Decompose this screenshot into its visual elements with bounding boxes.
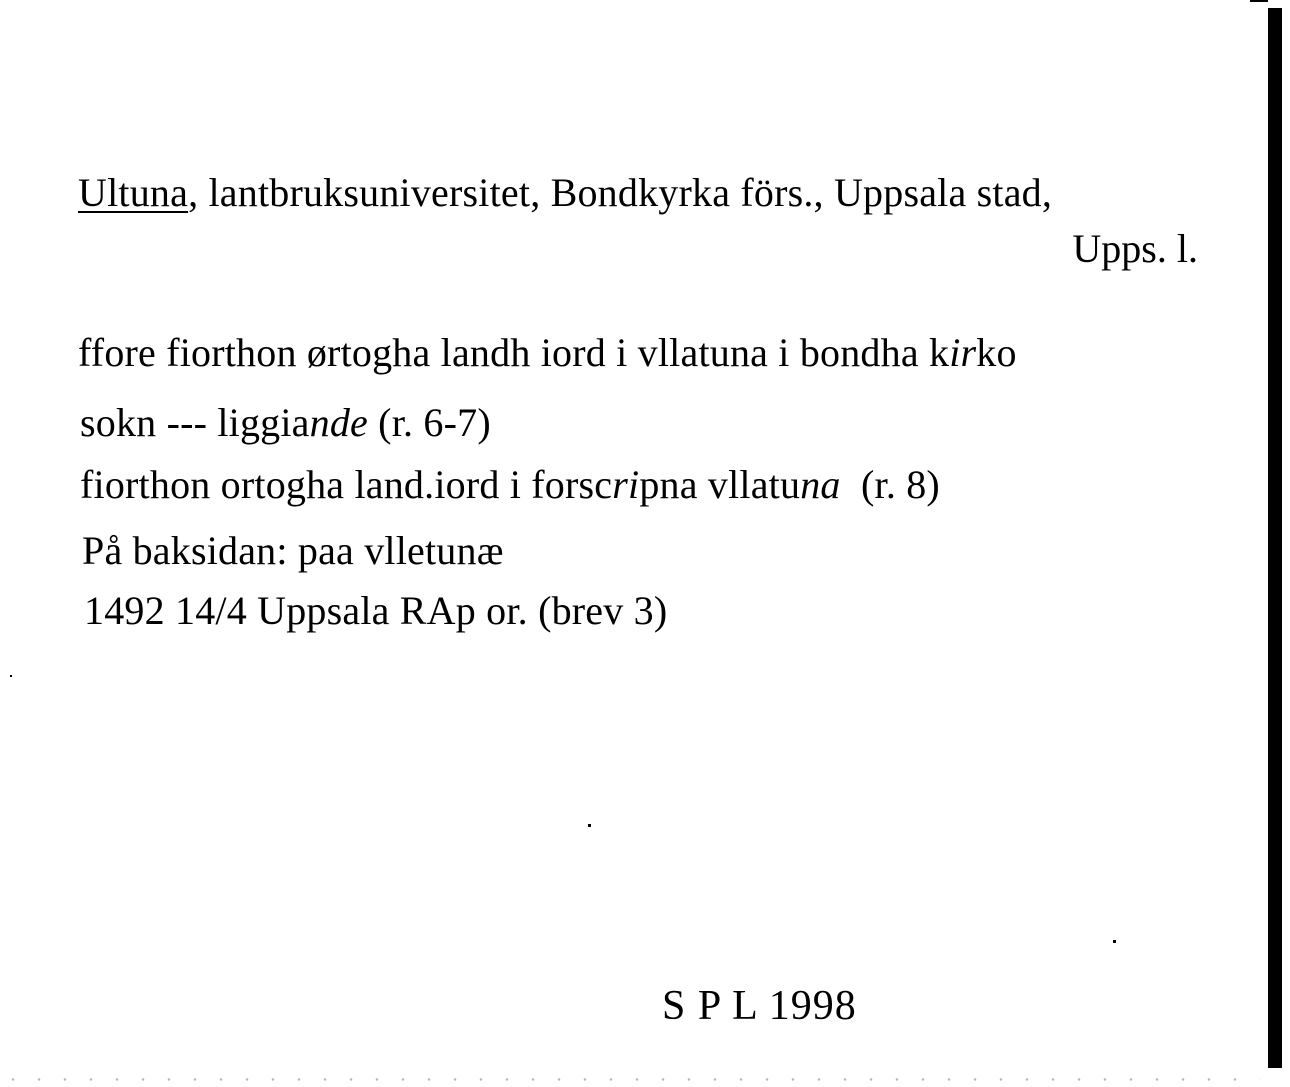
place-name: Ultuna [78,170,189,215]
card-corner-mark [1250,0,1268,8]
scan-speck [588,824,591,827]
county-label: Upps. l. [1072,226,1198,271]
expanded-abbreviation: na [800,462,841,507]
signature-initials: S P L 1998 [662,983,857,1029]
expanded-abbreviation: ir [949,330,977,375]
card-edge-shadow [1268,8,1282,1068]
place-description: , lantbruksuniversitet, Bondkyrka förs., Uppsala stad, [188,170,1053,215]
text-segment: (r. 6-7) [367,400,491,445]
transcription-line-2 [80,400,491,446]
text-segment: pna vllatu [639,462,801,507]
card-heading [78,170,1052,216]
text-segment: fiorthon ortogha land.iord i forsc [80,462,613,507]
reverse-side-note: På baksidan: paa vlletunæ [82,528,504,573]
scan-speck [10,675,12,677]
scan-noise [0,1078,1260,1081]
expanded-abbreviation: ri [612,462,640,507]
scan-speck [1113,940,1116,943]
text-segment: ko [976,330,1017,375]
text-segment: sokn --- liggia [80,400,310,445]
source-reference: 1492 14/4 Uppsala RAp or. (brev 3) [84,588,668,633]
text-segment: ffore fiorthon ørtogha landh iord i vllatuna i bondha k [78,330,950,375]
transcription-line-1 [78,330,1017,376]
text-segment: (r. 8) [840,462,940,507]
transcription-line-3 [80,462,940,508]
expanded-abbreviation: nde [309,400,368,445]
